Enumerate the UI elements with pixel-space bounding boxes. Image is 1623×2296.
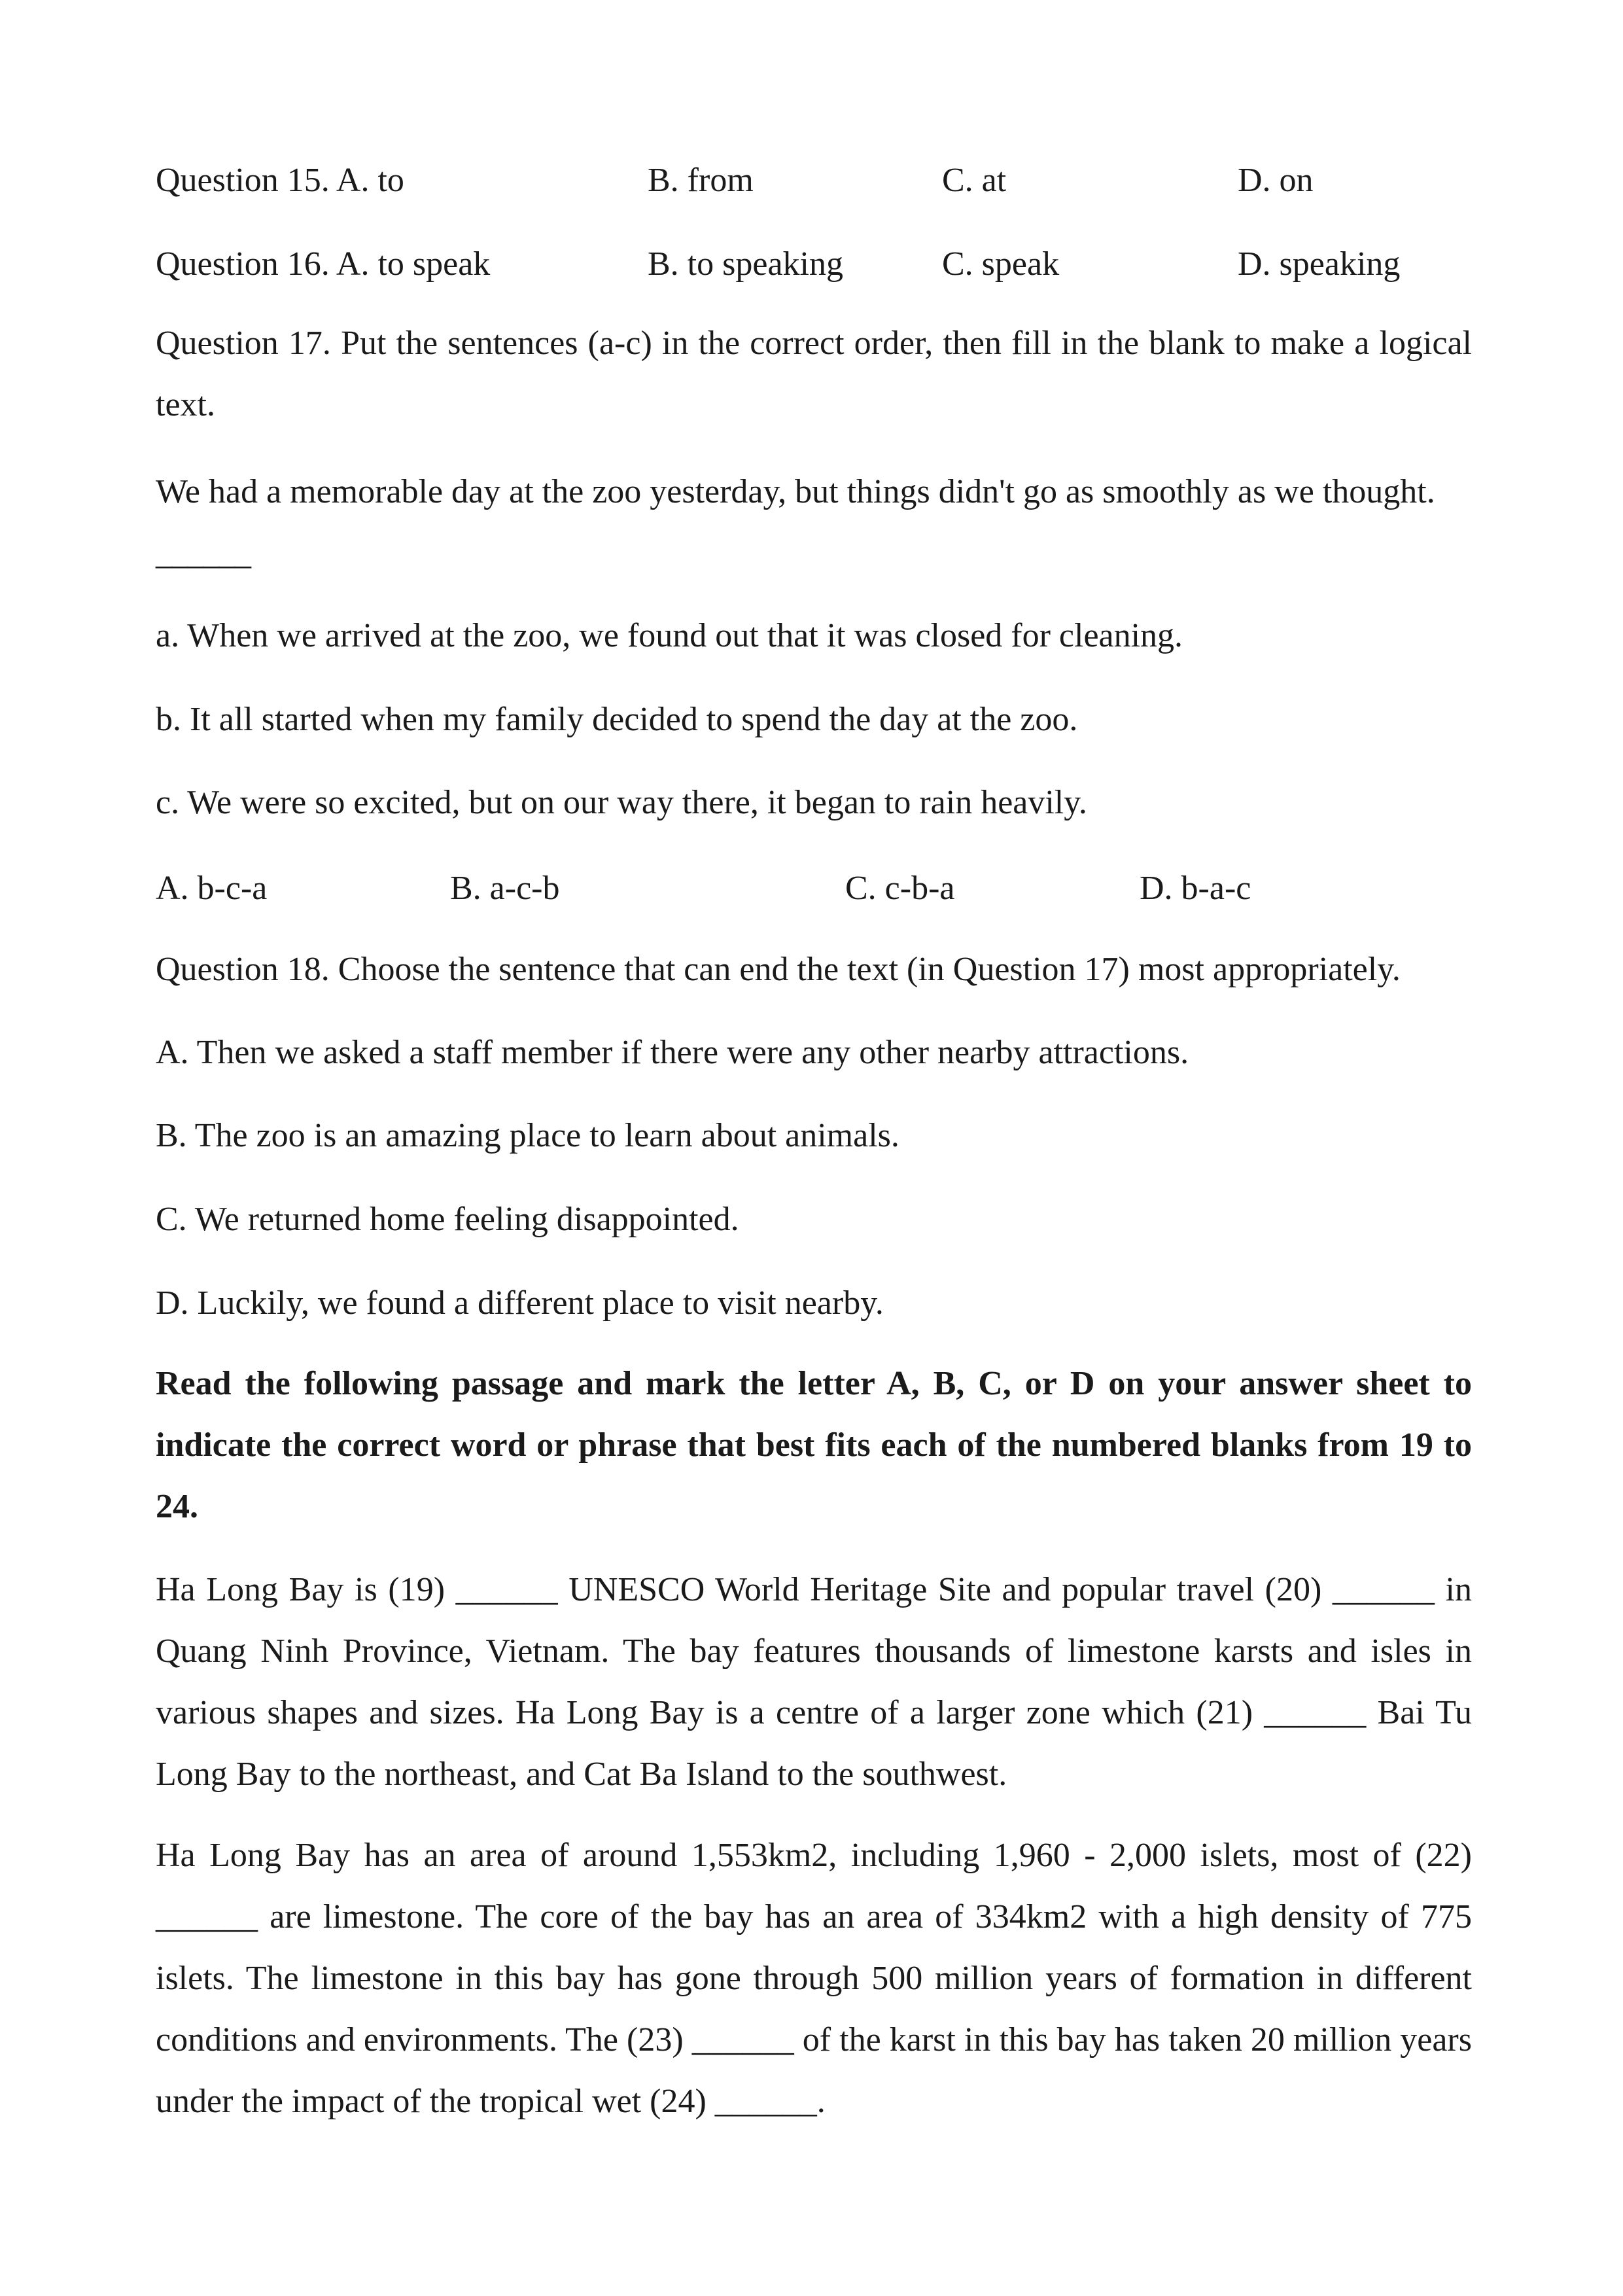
- question-17-prompt: Question 17. Put the sentences (a-c) in the correct order, then fill in the blank to make a logical text.: [156, 325, 1472, 423]
- question-17-blank: ______: [156, 535, 250, 572]
- question-15-option-c: C. at: [942, 162, 1007, 199]
- question-18-prompt: Question 18. Choose the sentence that can end the text (in Question 17) most appropriately.: [156, 951, 1401, 988]
- reading-instruction: Read the following passage and mark the letter A, B, C, or D on your answer sheet to indicate the correct word or phrase that best fits each of the numbered blanks from 19 to 24.: [156, 1365, 1472, 1525]
- question-16-option-b: B. to speaking: [648, 245, 843, 283]
- question-15-option-d: D. on: [1238, 162, 1314, 199]
- question-17-options: [156, 869, 1472, 908]
- question-17-sentence-a: a. When we arrived at the zoo, we found out that it was closed for cleaning.: [156, 617, 1183, 654]
- question-18-option-b: B. The zoo is an amazing place to learn about animals.: [156, 1117, 899, 1154]
- question-17-sentence-c: c. We were so excited, but on our way there, it began to rain heavily.: [156, 784, 1087, 821]
- question-15-row: [156, 161, 1472, 200]
- question-17-intro: We had a memorable day at the zoo yesterday, but things didn't go as smoothly as we thought.: [156, 473, 1435, 510]
- question-15-option-b: B. from: [648, 162, 754, 199]
- question-16-option-c: C. speak: [942, 245, 1060, 283]
- passage-paragraph-1: Ha Long Bay is (19) ______ UNESCO World Heritage Site and popular travel (20) ______ in Quang Ninh Province, Vietnam. The bay features thousands of limestone karsts and isles in various shapes and sizes. Ha Long Bay is a centre of a larger zone which (21) ______ Bai Tu Long Bay to the northeast, and Cat Ba Island to the southwest.: [156, 1571, 1472, 1793]
- question-17-option-b: B. a-c-b: [450, 870, 560, 907]
- question-16-row: [156, 245, 1472, 284]
- question-18-option-d: D. Luckily, we found a different place to visit nearby.: [156, 1284, 884, 1322]
- question-15-option-a: Question 15. A. to: [156, 162, 404, 199]
- question-17-option-d: D. b-a-c: [1140, 870, 1251, 907]
- question-17-sentence-b: b. It all started when my family decided to spend the day at the zoo.: [156, 701, 1078, 738]
- question-18-option-c: C. We returned home feeling disappointed.: [156, 1201, 739, 1238]
- question-17-option-c: C. c-b-a: [845, 870, 955, 907]
- question-16-option-d: D. speaking: [1238, 245, 1401, 283]
- question-17-option-a: A. b-c-a: [156, 870, 268, 907]
- question-16-option-a: Question 16. A. to speak: [156, 245, 491, 283]
- passage-paragraph-2: Ha Long Bay has an area of around 1,553km2, including 1,960 - 2,000 islets, most of (22) ______ are limestone. The core of the bay has an area of 334km2 with a high density of 775 islets. The limestone in this bay has gone through 500 million years of formation in different conditions and environments. The (23) ______ of the karst in this bay has taken 20 million years under the impact of the tropical wet (24) ______.: [156, 1837, 1472, 2120]
- question-18-option-a: A. Then we asked a staff member if there were any other nearby attractions.: [156, 1034, 1189, 1071]
